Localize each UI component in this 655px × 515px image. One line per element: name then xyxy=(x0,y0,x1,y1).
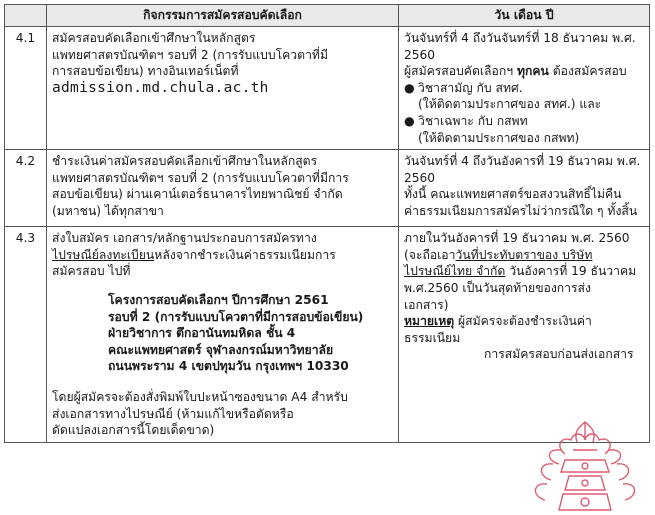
row-number: 4.2 xyxy=(5,150,47,227)
row-date xyxy=(399,27,650,150)
admission-url: admission.md.chula.ac.th xyxy=(52,79,269,96)
text-line: พ.ศ.2560 เป็นวันสุดท้ายของการส่ง xyxy=(404,280,591,295)
row-activity xyxy=(47,227,399,443)
text-line: แพทยศาสตรบัณฑิตฯ รอบที่ 2 (การรับแบบโควตาที่มีการ xyxy=(52,170,349,185)
row-activity xyxy=(47,27,399,150)
table-header-row xyxy=(5,5,650,27)
table-row xyxy=(5,150,650,227)
text-line: แพทยศาสตรบัณฑิตฯ รอบที่ 2 (การรับแบบโควตาที่มี xyxy=(52,47,328,62)
text-line: สมัครสอบคัดเลือกเข้าศึกษาในหลักสูตร xyxy=(52,31,256,45)
schedule-table xyxy=(4,4,650,443)
university-seal-icon xyxy=(525,420,645,515)
text-line: (ให้ติดตามประกาศของ สทศ.) และ xyxy=(418,97,602,112)
table-row xyxy=(5,27,650,150)
text-line: ดัดแปลงเอกสารนี้โดยเด็ดขาด) xyxy=(52,423,215,438)
text-line: (จะถือเอาวันที่ประทับตราของ บริษัท xyxy=(404,247,593,262)
text-line: (ให้ติดตามประกาศของ กสพท) xyxy=(418,130,580,145)
text-line: ชำระเงินค่าสมัครสอบคัดเลือกเข้าศึกษาในหลักสูตร xyxy=(52,154,318,169)
table-row xyxy=(5,227,650,443)
text-line: ทั้งนี้ คณะแพทยศาสตร์ขอสงวนสิทธิ์ไม่คืน xyxy=(404,187,622,202)
text-line: การสอบข้อเขียน) ทางอินเทอร์เน็ตที่ xyxy=(52,64,239,79)
mailing-address: โครงการสอบคัดเลือกฯ ปีการศึกษา 2561 รอบที่ 2 (การรับแบบโควตาที่มีการสอบข้อเขียน) ฝ่ายวิชาการ ตึกอานันทมหิดล ชั้น 4 คณะแพทยศาสตร์ จุฬาลงกรณ์มหาวิทยาลัย ถนนพระราม 4 เขตปทุมวัน กรุงเทพฯ 10330 xyxy=(108,292,364,374)
bullet-icon: ● xyxy=(404,80,415,95)
row-number: 4.1 xyxy=(5,27,47,150)
bullet-icon: ● xyxy=(404,113,415,128)
text-line: ส่งเอกสารทางไปรษณีย์ (ห้ามแก้ไขหรือตัดหรือ xyxy=(52,406,294,421)
text-line: เอกสาร) xyxy=(404,297,449,312)
list-item: ● วิชาเฉพาะ กับ กสพท xyxy=(404,113,528,128)
row-number: 4.3 xyxy=(5,227,47,443)
text-line: วันจันทร์ที่ 4 ถึงวันจันทร์ที่ 18 ธันวาคม พ.ศ. 2560 xyxy=(404,31,636,62)
row-date xyxy=(399,150,650,227)
text-line: การสมัครสอบก่อนส่งเอกสาร xyxy=(484,347,634,362)
list-item: ● วิชาสามัญ กับ สทศ. xyxy=(404,80,523,95)
text-line: โดยผู้สมัครจะต้องสั่งพิมพ์ใบปะหน้าซองขนาด A4 สำหรับ xyxy=(52,389,348,404)
text-line: ไปรษณีย์ไทย จำกัด วันอังคารที่ 19 ธันวาคม xyxy=(404,264,637,279)
row-date xyxy=(399,227,650,443)
text-line: วันจันทร์ที่ 4 ถึงวันอังคารที่ 19 ธันวาคม พ.ศ. 2560 xyxy=(404,154,641,185)
text-line: ไปรษณีย์ลงทะเบียนหลังจากชำระเงินค่าธรรมเนียมการ xyxy=(52,247,336,262)
text-line: ส่งใบสมัคร เอกสาร/หลักฐานประกอบการสมัครทาง xyxy=(52,231,317,246)
text-line: ผู้สมัครสอบคัดเลือกฯ ทุกคน ต้องสมัครสอบ xyxy=(404,64,627,79)
text-line: สอบข้อเขียน) ผ่านเคาน์เตอร์ธนาคารไทยพาณิชย์ จำกัด xyxy=(52,187,343,202)
header-activity: กิจกรรมการสมัครสอบคัดเลือก xyxy=(47,5,399,27)
note-line: หมายเหตุ ผู้สมัครจะต้องชำระเงินค่าธรรมเนียม xyxy=(404,314,592,345)
header-number xyxy=(5,5,47,27)
row-activity xyxy=(47,150,399,227)
text-line: (มหาชน) ได้ทุกสาขา xyxy=(52,203,164,218)
note-label: หมายเหตุ xyxy=(404,314,455,329)
text-line: ค่าธรรมเนียมการสมัครไม่ว่ากรณีใด ๆ ทั้งสิ้น xyxy=(404,203,638,218)
text-line: ภายในวันอังคารที่ 19 ธันวาคม พ.ศ. 2560 xyxy=(404,231,630,246)
text-line: สมัครสอบ ไปที่ xyxy=(52,264,131,279)
header-date: วัน เดือน ปี xyxy=(399,5,650,27)
